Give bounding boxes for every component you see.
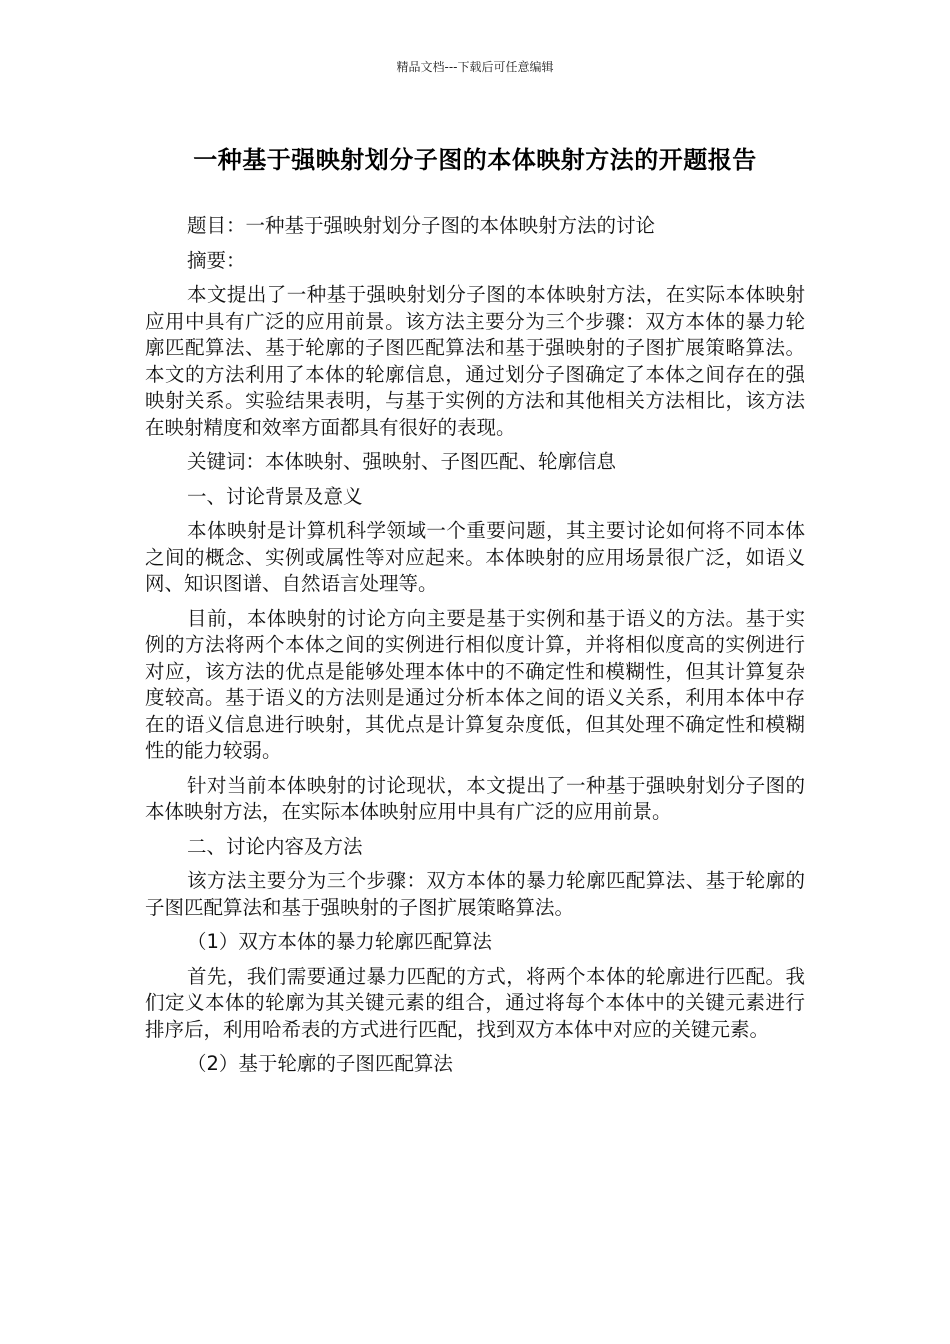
topic-line: 题目：一种基于强映射划分子图的本体映射方法的讨论 bbox=[187, 214, 656, 237]
document-body bbox=[145, 213, 805, 1083]
section-heading-2: 二、讨论内容及方法 bbox=[187, 834, 363, 858]
keywords-line: 关键词：本体映射、强映射、子图匹配、轮廓信息 bbox=[187, 450, 617, 473]
paragraph: 该方法主要分为三个步骤：双方本体的暴力轮廓匹配算法、基于轮廓的子图匹配算法和基于强映射的子图扩展策略算法。 bbox=[145, 869, 805, 919]
paragraph: 目前，本体映射的讨论方向主要是基于实例和基于语义的方法。基于实例的方法将两个本体之间的实例进行相似度计算，并将相似度高的实例进行对应，该方法的优点是能够处理本体中的不确定性和模糊性，但其计算复杂度较高。基于语义的方法则是通过分析本体之间的语义关系，利用本体中存在的语义信息进行映射，其优点是计算复杂度低，但其处理不确定性和模糊性的能力较弱。 bbox=[145, 606, 805, 762]
paragraph: 本体映射是计算机科学领域一个重要问题，其主要讨论如何将不同本体之间的概念、实例或属性等对应起来。本体映射的应用场景很广泛，如语义网、知识图谱、自然语言处理等。 bbox=[145, 519, 805, 595]
page-header: 精品文档---下载后可任意编辑 bbox=[396, 60, 554, 74]
subsection-heading-1: （1）双方本体的暴力轮廓匹配算法 bbox=[187, 930, 492, 953]
section-heading-1: 一、讨论背景及意义 bbox=[187, 484, 363, 508]
paragraph: 首先，我们需要通过暴力匹配的方式，将两个本体的轮廓进行匹配。我们定义本体的轮廓为其关键元素的组合，通过将每个本体中的关键元素进行排序后，利用哈希表的方式进行匹配，找到双方本体中对应的关键元素。 bbox=[145, 964, 805, 1041]
abstract-paragraph: 本文提出了一种基于强映射划分子图的本体映射方法，在实际本体映射应用中具有广泛的应用前景。该方法主要分为三个步骤：双方本体的暴力轮廓匹配算法、基于轮廓的子图匹配算法和基于强映射的子图扩展策略算法。本文的方法利用了本体的轮廓信息，通过划分子图确定了本体之间存在的强映射关系。实验结果表明，与基于实例的方法和其他相关方法相比，该方法在映射精度和效率方面都具有很好的表现。 bbox=[145, 283, 805, 439]
subsection-heading-2: （2）基于轮廓的子图匹配算法 bbox=[187, 1052, 453, 1075]
paragraph: 针对当前本体映射的讨论现状，本文提出了一种基于强映射划分子图的本体映射方法，在实际本体映射应用中具有广泛的应用前景。 bbox=[145, 773, 805, 823]
abstract-heading: 摘要： bbox=[187, 248, 246, 272]
document-title: 一种基于强映射划分子图的本体映射方法的开题报告 bbox=[193, 146, 757, 174]
